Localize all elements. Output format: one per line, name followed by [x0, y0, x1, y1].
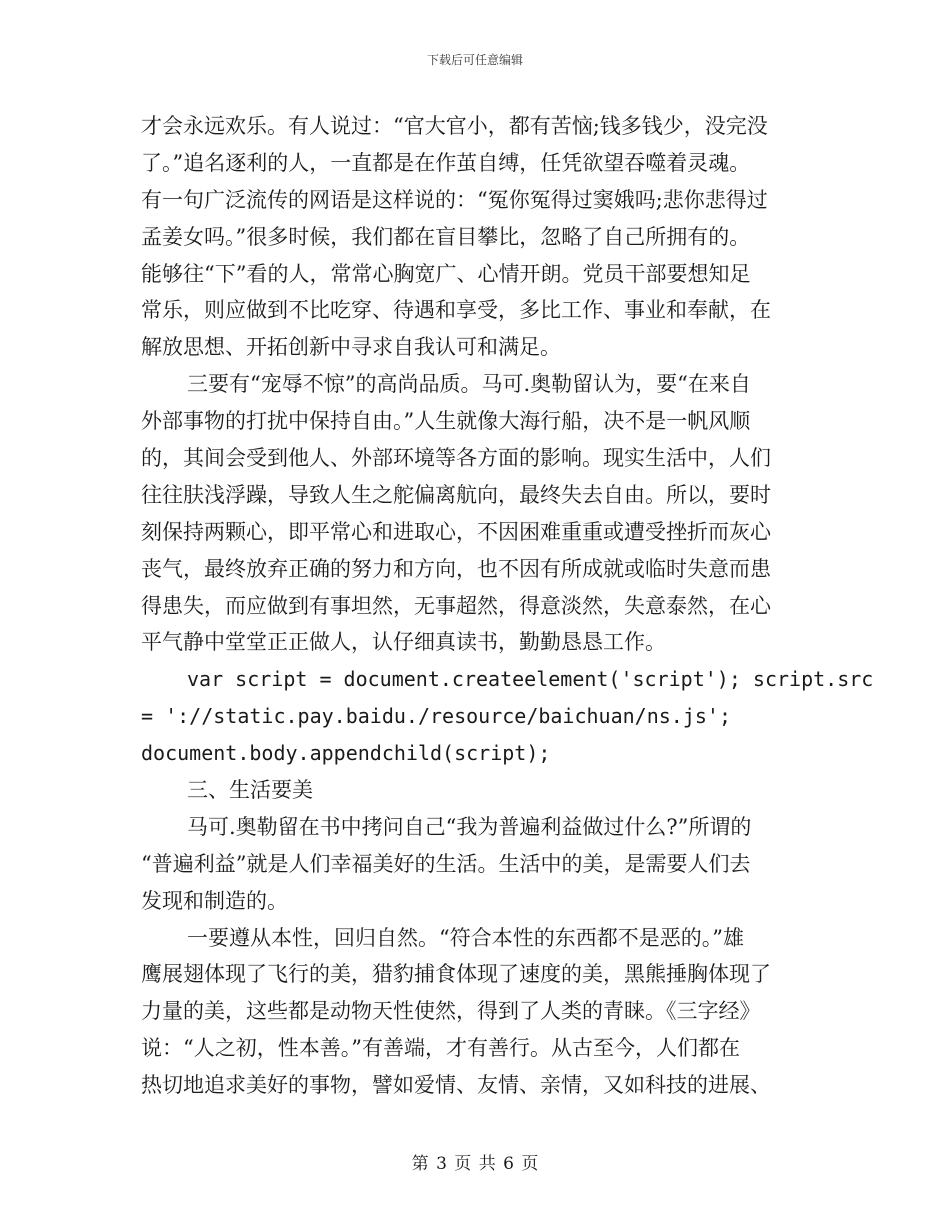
code-line: var script = document.createelement('script'); script.src — [187, 667, 874, 692]
body-line: 有一句广泛流传的网语是这样说的：“冤你冤得过窦娥吗;悲你悲得过 — [141, 187, 768, 212]
body-line: 了。”追名逐利的人，一直都是在作茧自缚，任凭欲望吞噬着灵魂。 — [141, 150, 751, 175]
body-line: 孟姜女吗。”很多时候，我们都在盲目攀比，忽略了自己所拥有的。 — [141, 224, 751, 249]
body-line: 平气静中堂堂正正做人，认仔细真读书，勤勤恳恳工作。 — [141, 630, 666, 655]
body-line: 丧气，最终放弃正确的努力和方向，也不因有所成就或临时失意而患 — [141, 556, 771, 581]
code-line: = '://static.pay.baidu./resource/baichuan/ns.js'; — [141, 704, 732, 729]
body-line: “普遍利益”就是人们幸福美好的生活。生活中的美，是需要人们去 — [141, 851, 751, 876]
code-line: document.body.appendchild(script); — [141, 741, 551, 766]
body-line: 力量的美，这些都是动物天性使然，得到了人类的青睐。《三字经》 — [141, 999, 761, 1024]
body-line: 热切地追求美好的事物，譬如爱情、友情、亲情，又如科技的进展、 — [141, 1073, 771, 1098]
body-line: 往往肤浅浮躁，导致人生之舵偏离航向，最终失去自由。所以，要时 — [141, 482, 771, 507]
body-line: 能够往“下”看的人，常常心胸宽广、心情开朗。党员干部要想知足 — [141, 261, 751, 286]
body-line: 刻保持两颗心，即平常心和进取心，不因困难重重或遭受挫折而灰心 — [141, 519, 771, 544]
body-line: 解放思想、开拓创新中寻求自我认可和满足。 — [141, 335, 561, 360]
page-number-footer: 第 3 页 共 6 页 — [411, 1154, 539, 1174]
paragraph-start-line: 一要遵从本性，回归自然。“符合本性的东西都不是恶的。”雄 — [187, 925, 744, 950]
body-line: 外部事物的打扰中保持自由。”人生就像大海行船，决不是一帆风顺 — [141, 409, 751, 434]
body-line: 才会永远欢乐。有人说过：“官大官小，都有苦恼;钱多钱少，没完没 — [141, 114, 768, 138]
section-heading: 三、生活要美 — [187, 778, 313, 803]
paragraph-start-line: 三要有“宠辱不惊”的高尚品质。马可.奥勒留认为，要“在来自 — [187, 372, 751, 397]
page-header: 下载后可任意编辑 — [426, 53, 523, 67]
body-line: 的，其间会受到他人、外部环境等各方面的影响。现实生活中，人们 — [141, 446, 771, 471]
body-line: 鹰展翅体现了飞行的美，猎豹捕食体现了速度的美，黑熊捶胸体现了 — [141, 962, 771, 987]
body-line: 得患失，而应做到有事坦然，无事超然，得意淡然，失意泰然，在心 — [141, 593, 771, 618]
body-line: 常乐，则应做到不比吃穿、待遇和享受，多比工作、事业和奉献，在 — [141, 298, 771, 323]
body-line: 说：“人之初，性本善。”有善端，才有善行。从古至今，人们都在 — [141, 1036, 740, 1061]
paragraph-start-line: 马可.奥勒留在书中拷问自己“我为普遍利益做过什么?”所谓的 — [187, 814, 752, 839]
body-line: 发现和制造的。 — [141, 888, 288, 913]
document-body — [141, 108, 874, 1104]
